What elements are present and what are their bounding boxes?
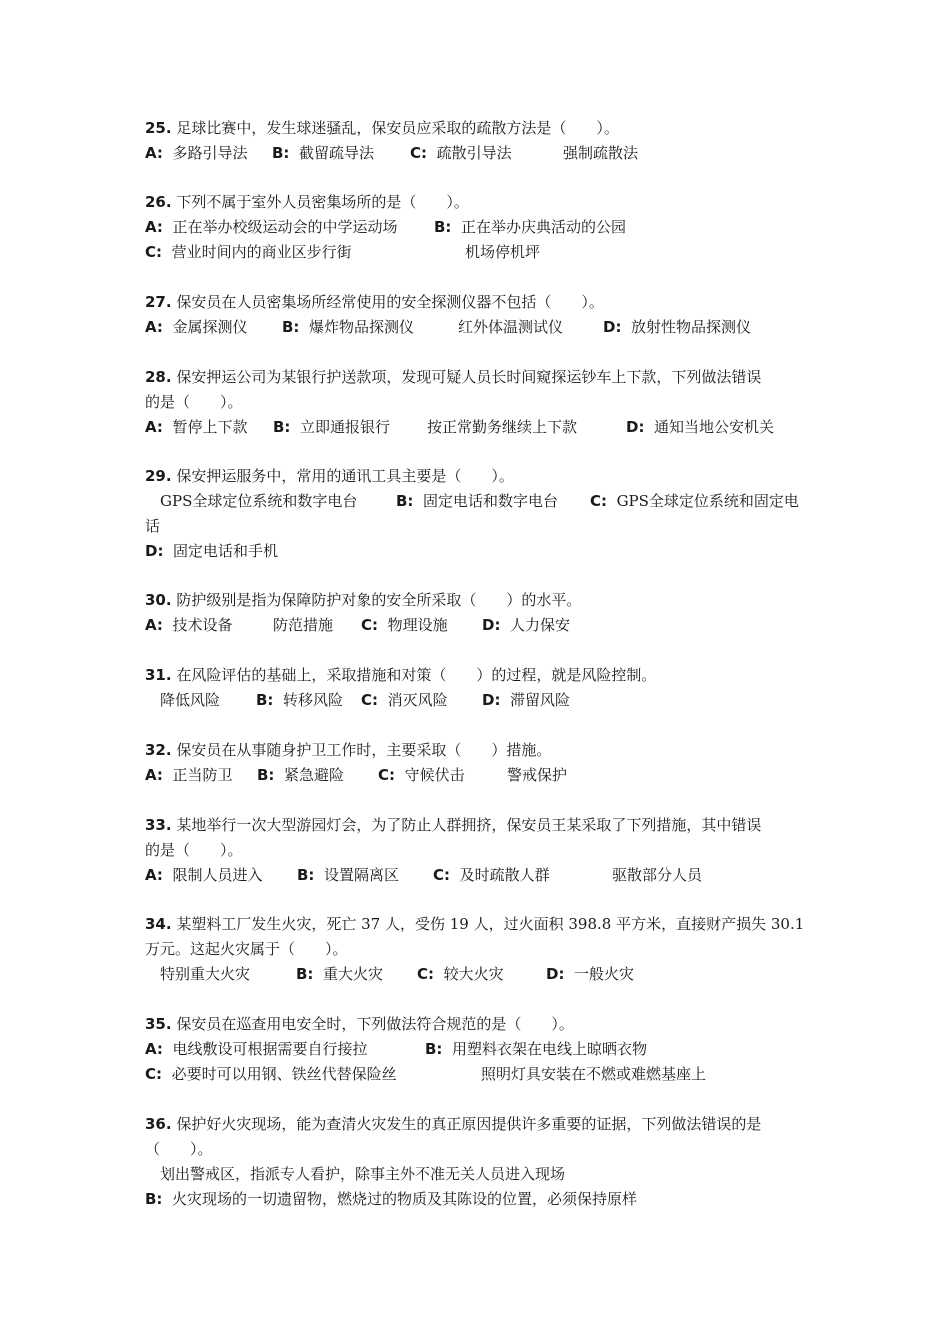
option-text: 爆炸物品探测仪 [308,318,414,336]
answer-option [361,615,448,635]
answer-option [590,491,799,511]
option-label: A: [145,218,163,236]
option-label: B: [434,218,452,236]
answer-option [145,615,232,635]
option-text: 滞留风险 [510,691,571,709]
option-label: A: [145,866,163,884]
option-label: C: [590,492,608,510]
option-label: B: [257,766,275,784]
option-label: B: [272,144,290,162]
option-text: 紧急避险 [283,766,344,784]
option-label: D: [626,418,645,436]
option-text: 消灭风险 [387,691,448,709]
answer-option [482,690,570,710]
option-row [0,417,950,437]
question-stem-line [145,1139,213,1159]
option-row [0,765,950,785]
option-row [0,690,950,710]
option-row [0,317,950,337]
option-row [0,516,950,536]
option-label: D: [603,318,622,336]
answer-option [425,1039,647,1059]
answer-option [378,765,465,785]
option-label: C: [417,965,435,983]
option-label: A: [145,766,163,784]
option-label: C: [145,243,163,261]
question-text: 保安押运服务中，常用的通讯工具主要是（ ）。 [176,467,514,485]
option-label: B: [425,1040,443,1058]
question-text: 保护好火灾现场，能为查清火灾发生的真正原因提供许多重要的证据，下列做法错误的是 [176,1115,762,1133]
answer-option [145,417,247,437]
option-label: A: [145,418,163,436]
option-row [0,1039,950,1059]
question-number: 35. [145,1015,172,1033]
answer-option [603,317,751,337]
option-text: 物理设施 [387,616,448,634]
question-stem-line [145,1014,574,1034]
answer-option [145,1189,637,1209]
option-text: 机场停机坪 [465,243,541,261]
answer-option [256,690,343,710]
option-label: A: [145,144,163,162]
answer-option [482,615,570,635]
answer-option [546,964,634,984]
answer-option [417,964,504,984]
question-stem-line [145,392,243,412]
option-text: 疏散引导法 [436,144,512,162]
option-label: D: [546,965,565,983]
option-row [0,964,950,984]
answer-option [563,143,638,163]
option-label: D: [145,542,164,560]
option-text: 暂停上下款 [172,418,248,436]
question-number: 33. [145,816,172,834]
answer-option [626,417,774,437]
option-text: 限制人员进入 [172,866,263,884]
answer-option [160,690,220,710]
option-text: 用塑料衣架在电线上晾晒衣物 [451,1040,647,1058]
option-row [0,217,950,237]
option-row [0,242,950,262]
question-stem-line [145,118,619,138]
answer-option [160,1164,565,1184]
answer-option [257,765,344,785]
answer-option [145,541,278,561]
answer-option [434,217,626,237]
question-stem-line [145,292,604,312]
option-row [0,615,950,635]
answer-option [282,317,414,337]
question-number: 25. [145,119,172,137]
option-text: 降低风险 [160,691,221,709]
question-number: 28. [145,368,172,386]
option-text: GPS全球定位系统和固定电 [616,492,799,510]
option-label: A: [145,1040,163,1058]
option-text: 驱散部分人员 [612,866,703,884]
question-stem-line [145,914,804,934]
question-text: 下列不属于室外人员密集场所的是（ ）。 [176,193,469,211]
option-text: 特别重大火灾 [160,965,251,983]
option-label: D: [482,616,501,634]
option-label: B: [145,1190,163,1208]
option-text: 正在举办庆典活动的公园 [460,218,626,236]
option-label: D: [482,691,501,709]
answer-option [465,242,540,262]
answer-option [273,417,390,437]
option-text: 正在举办校级运动会的中学运动场 [172,218,398,236]
answer-option [273,615,333,635]
option-text: 一般火灾 [574,965,635,983]
question-stem-line [145,815,761,835]
answer-option [145,1039,367,1059]
question-number: 31. [145,666,172,684]
option-text: 话 [145,517,161,535]
option-label: C: [433,866,451,884]
question-number: 36. [145,1115,172,1133]
question-text: 某塑料工厂发生火灾，死亡 37 人，受伤 19 人，过火面积 398.8 平方米，直接财产损失 30.1 [176,915,805,933]
question-stem-line [145,367,761,387]
option-row [0,1164,950,1184]
option-label: C: [145,1065,163,1083]
question-stem-line [145,939,348,959]
option-label: B: [273,418,291,436]
answer-option [145,865,262,885]
answer-option [145,242,352,262]
option-text: 固定电话和手机 [173,542,279,560]
answer-option [481,1064,706,1084]
option-label: B: [256,691,274,709]
option-row [0,541,950,561]
option-text: 较大火灾 [443,965,504,983]
answer-option [272,143,374,163]
option-label: B: [296,965,314,983]
question-number: 26. [145,193,172,211]
option-text: 通知当地公安机关 [654,418,775,436]
question-number: 32. [145,741,172,759]
answer-option [145,317,247,337]
option-text: 设置隔离区 [323,866,399,884]
option-text: 防范措施 [273,616,334,634]
option-text: 固定电话和数字电台 [422,492,558,510]
option-text: 守候伏击 [404,766,465,784]
answer-option [410,143,512,163]
option-label: C: [378,766,396,784]
question-stem-line [145,740,551,760]
answer-option [145,143,247,163]
option-label: C: [361,616,379,634]
question-text: （ ）。 [145,1140,213,1158]
question-text: 足球比赛中，发生球迷骚乱，保安员应采取的疏散方法是（ ）。 [176,119,619,137]
question-number: 27. [145,293,172,311]
option-text: 放射性物品探测仪 [631,318,752,336]
option-text: 营业时间内的商业区步行街 [171,243,352,261]
option-label: B: [396,492,414,510]
option-row [0,1189,950,1209]
question-stem-line [145,192,469,212]
question-number: 34. [145,915,172,933]
option-label: B: [282,318,300,336]
option-text: 多路引导法 [172,144,248,162]
option-text: 强制疏散法 [563,144,639,162]
answer-option [427,417,577,437]
answer-option [458,317,563,337]
option-text: 转移风险 [282,691,343,709]
answer-option [361,690,448,710]
option-text: 划出警戒区，指派专人看护，除事主外不准无关人员进入现场 [160,1165,566,1183]
answer-option [145,217,397,237]
option-text: 金属探测仪 [172,318,248,336]
answer-option [612,865,702,885]
question-number: 29. [145,467,172,485]
option-row [0,491,950,511]
option-row [0,143,950,163]
question-text: 某地举行一次大型游园灯会，为了防止人群拥挤，保安员王某采取了下列措施，其中错误 [176,816,762,834]
answer-option [507,765,567,785]
answer-option [160,964,250,984]
question-text: 保安员在巡查用电安全时，下列做法符合规范的是（ ）。 [176,1015,574,1033]
option-text: 电线敷设可根据需要自行接拉 [172,1040,368,1058]
question-number: 30. [145,591,172,609]
option-row [0,865,950,885]
answer-option [145,765,232,785]
option-text: 截留疏导法 [298,144,374,162]
answer-option [296,964,383,984]
option-text: 人力保安 [510,616,571,634]
question-text: 防护级别是指为保障防护对象的安全所采取（ ）的水平。 [176,591,582,609]
option-text: 必要时可以用钢、铁丝代替保险丝 [171,1065,397,1083]
question-stem-line [145,1114,761,1134]
question-stem-line [145,590,581,610]
option-label: A: [145,616,163,634]
question-text: 在风险评估的基础上，采取措施和对策（ ）的过程，就是风险控制。 [176,666,657,684]
answer-option [145,1064,397,1084]
option-text: 立即通报银行 [299,418,390,436]
answer-option [433,865,550,885]
question-stem-line [145,466,514,486]
answer-option [145,516,160,536]
question-stem-line [145,665,656,685]
question-text: 保安员在从事随身护卫工作时，主要采取（ ）措施。 [176,741,552,759]
option-text: 及时疏散人群 [459,866,550,884]
option-text: 照明灯具安装在不燃或难燃基座上 [481,1065,707,1083]
option-text: 正当防卫 [172,766,233,784]
option-text: GPS全球定位系统和数字电台 [160,492,358,510]
answer-option [160,491,357,511]
option-label: A: [145,318,163,336]
option-text: 火灾现场的一切遗留物，燃烧过的物质及其陈设的位置，必须保持原样 [171,1190,637,1208]
answer-option [396,491,558,511]
answer-option [297,865,399,885]
question-text: 的是（ ）。 [145,393,243,411]
question-text: 的是（ ）。 [145,841,243,859]
option-label: B: [297,866,315,884]
question-text: 保安押运公司为某银行护送款项，发现可疑人员长时间窥探运钞车上下款，下列做法错误 [176,368,762,386]
question-stem-line [145,840,243,860]
option-text: 红外体温测试仪 [458,318,564,336]
question-text: 万元。这起火灾属于（ ）。 [145,940,348,958]
option-text: 技术设备 [172,616,233,634]
option-text: 按正常勤务继续上下款 [427,418,578,436]
option-label: C: [361,691,379,709]
option-text: 重大火灾 [322,965,383,983]
option-text: 警戒保护 [507,766,568,784]
option-row [0,1064,950,1084]
option-label: C: [410,144,428,162]
question-text: 保安员在人员密集场所经常使用的安全探测仪器不包括（ ）。 [176,293,604,311]
